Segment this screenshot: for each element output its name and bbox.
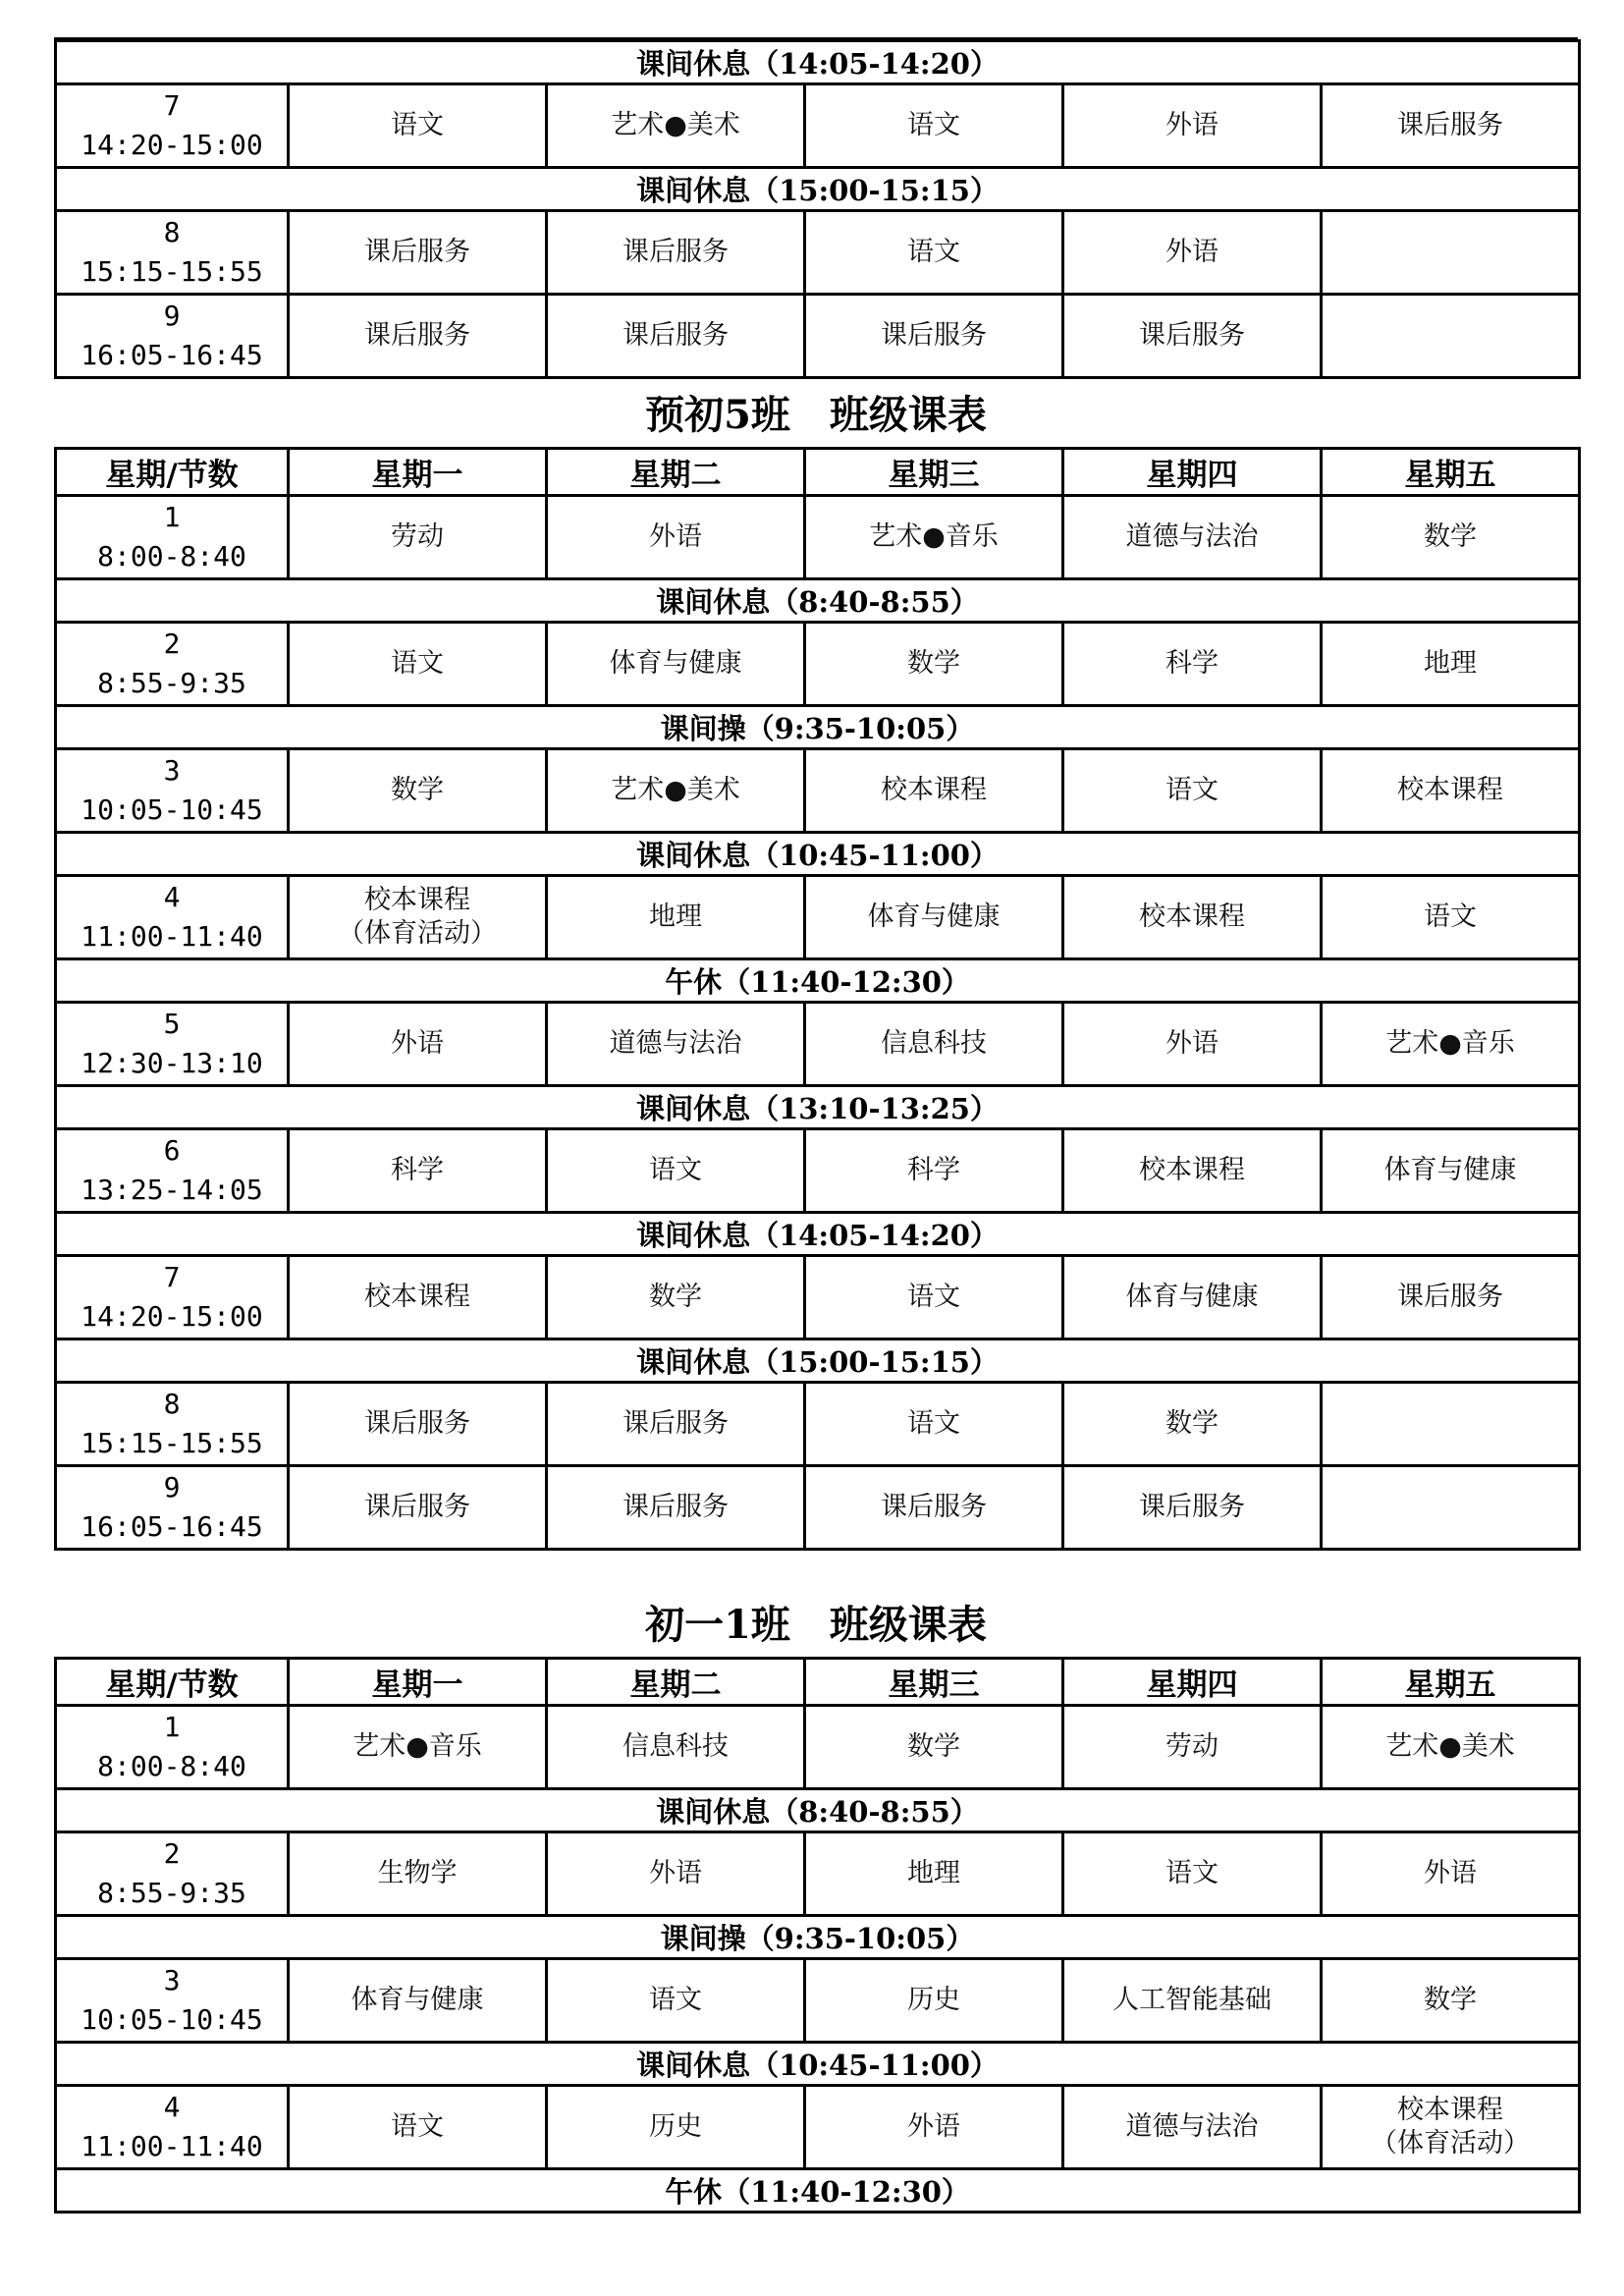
subject-cell: 校本课程 （体育活动） — [1322, 2086, 1580, 2169]
subject-cell — [1322, 295, 1580, 378]
subject-cell: 数学 — [1322, 496, 1580, 579]
subject-cell: 数学 — [805, 1706, 1063, 1789]
break-row — [56, 1789, 1580, 1832]
subject-cell: 课后服务 — [1322, 1256, 1580, 1339]
period-number: 4 — [163, 2091, 181, 2123]
class-period-row — [56, 623, 1580, 706]
period-time: 8:00-8:40 — [97, 540, 246, 573]
subject-cell — [1322, 1466, 1580, 1550]
period-number: 1 — [163, 1711, 181, 1743]
period-cell — [56, 749, 289, 833]
subject-cell: 语文 — [1063, 749, 1322, 833]
subject-cell: 科学 — [805, 1129, 1063, 1213]
subject-cell: 课后服务 — [289, 295, 547, 378]
period-time: 15:15-15:55 — [81, 1427, 263, 1459]
subject-cell: 课后服务 — [547, 211, 805, 295]
subject-cell: 生物学 — [289, 1832, 547, 1916]
header-day: 星期五 — [1322, 1659, 1580, 1706]
break-label: 课间休息（13:10-13:25） — [56, 1086, 1580, 1129]
subject-cell: 课后服务 — [547, 1466, 805, 1550]
subject-cell: 校本课程 — [289, 1256, 547, 1339]
header-day: 星期三 — [805, 449, 1063, 496]
subject-cell: 校本课程 — [1063, 876, 1322, 959]
subject-cell: 艺术●音乐 — [805, 496, 1063, 579]
timetable — [54, 39, 1581, 379]
subject-cell: 道德与法治 — [547, 1003, 805, 1086]
break-row — [56, 2043, 1580, 2086]
header-day: 星期五 — [1322, 449, 1580, 496]
break-row — [56, 1916, 1580, 1959]
period-cell — [56, 295, 289, 378]
subject-cell: 语文 — [1063, 1832, 1322, 1916]
period-number: 9 — [163, 1471, 181, 1503]
subject-cell: 艺术●美术 — [1322, 1706, 1580, 1789]
subject-cell: 课后服务 — [805, 1466, 1063, 1550]
class-period-row — [56, 1959, 1580, 2043]
break-row — [56, 1213, 1580, 1256]
subject-cell: 语文 — [547, 1129, 805, 1213]
header-day: 星期四 — [1063, 1659, 1322, 1706]
subject-cell: 科学 — [289, 1129, 547, 1213]
subject-cell: 地理 — [1322, 623, 1580, 706]
period-cell — [56, 1383, 289, 1466]
subject-cell: 课后服务 — [805, 295, 1063, 378]
subject-cell: 语文 — [1322, 876, 1580, 959]
break-label: 课间操（9:35-10:05） — [56, 706, 1580, 749]
class-period-row — [56, 2086, 1580, 2169]
break-label: 课间休息（10:45-11:00） — [56, 2043, 1580, 2086]
header-day: 星期二 — [547, 449, 805, 496]
break-row — [56, 1339, 1580, 1383]
subject-cell: 校本课程 — [805, 749, 1063, 833]
break-label: 课间休息（10:45-11:00） — [56, 833, 1580, 876]
subject-cell: 外语 — [547, 1832, 805, 1916]
period-time: 16:05-16:45 — [81, 1510, 263, 1543]
period-cell — [56, 1003, 289, 1086]
class-period-row — [56, 211, 1580, 295]
subject-cell: 课后服务 — [547, 295, 805, 378]
subject-cell: 校本课程 — [1063, 1129, 1322, 1213]
header-day: 星期四 — [1063, 449, 1322, 496]
subject-cell: 数学 — [1322, 1959, 1580, 2043]
subject-cell: 历史 — [547, 2086, 805, 2169]
period-time: 11:00-11:40 — [81, 2130, 263, 2162]
period-time: 8:55-9:35 — [97, 1877, 246, 1909]
class-period-row — [56, 1129, 1580, 1213]
period-number: 5 — [163, 1008, 181, 1040]
subject-cell: 语文 — [805, 1383, 1063, 1466]
subject-cell: 艺术●美术 — [547, 749, 805, 833]
break-label: 课间休息（15:00-15:15） — [56, 1339, 1580, 1383]
subject-cell: 数学 — [805, 623, 1063, 706]
period-number: 3 — [163, 1964, 181, 1996]
period-time: 14:20-15:00 — [81, 1300, 263, 1333]
class-period-row — [56, 1003, 1580, 1086]
subject-cell: 地理 — [547, 876, 805, 959]
subject-cell: 数学 — [289, 749, 547, 833]
subject-cell: 外语 — [805, 2086, 1063, 2169]
timetable-title: 初一1班 班级课表 — [645, 1602, 987, 1648]
class-period-row — [56, 1256, 1580, 1339]
subject-cell: 课后服务 — [289, 211, 547, 295]
period-time: 15:15-15:55 — [81, 255, 263, 288]
period-cell — [56, 211, 289, 295]
subject-cell: 课后服务 — [1063, 295, 1322, 378]
header-period-label: 星期/节数 — [56, 449, 289, 496]
period-cell — [56, 84, 289, 168]
header-row — [56, 1659, 1580, 1706]
subject-cell: 体育与健康 — [289, 1959, 547, 2043]
break-row — [56, 2169, 1580, 2213]
period-number: 3 — [163, 754, 181, 787]
break-row — [56, 579, 1580, 623]
period-cell — [56, 2086, 289, 2169]
subject-cell: 艺术●美术 — [547, 84, 805, 168]
subject-cell: 数学 — [547, 1256, 805, 1339]
class-period-row — [56, 84, 1580, 168]
subject-cell: 道德与法治 — [1063, 496, 1322, 579]
subject-cell: 外语 — [1063, 1003, 1322, 1086]
break-row — [56, 168, 1580, 211]
period-cell — [56, 1832, 289, 1916]
subject-cell: 校本课程 — [1322, 749, 1580, 833]
period-time: 11:00-11:40 — [81, 920, 263, 953]
header-day: 星期二 — [547, 1659, 805, 1706]
class-period-row — [56, 496, 1580, 579]
period-number: 7 — [163, 89, 181, 122]
subject-cell: 地理 — [805, 1832, 1063, 1916]
period-cell — [56, 496, 289, 579]
period-cell — [56, 623, 289, 706]
subject-cell: 人工智能基础 — [1063, 1959, 1322, 2043]
class-period-row — [56, 1706, 1580, 1789]
subject-cell: 体育与健康 — [547, 623, 805, 706]
header-day: 星期一 — [289, 1659, 547, 1706]
period-time: 13:25-14:05 — [81, 1174, 263, 1206]
period-number: 2 — [163, 1837, 181, 1870]
subject-cell: 课后服务 — [289, 1466, 547, 1550]
period-cell — [56, 1256, 289, 1339]
subject-cell: 数学 — [1063, 1383, 1322, 1466]
break-label: 课间休息（14:05-14:20） — [56, 1213, 1580, 1256]
subject-cell: 信息科技 — [805, 1003, 1063, 1086]
period-number: 2 — [163, 628, 181, 660]
break-row — [56, 1086, 1580, 1129]
period-number: 7 — [163, 1261, 181, 1293]
period-time: 10:05-10:45 — [81, 2003, 263, 2036]
class-period-row — [56, 1466, 1580, 1550]
class-period-row — [56, 295, 1580, 378]
subject-cell: 语文 — [805, 211, 1063, 295]
period-time: 8:55-9:35 — [97, 667, 246, 699]
class-period-row — [56, 749, 1580, 833]
period-time: 8:00-8:40 — [97, 1750, 246, 1782]
subject-cell: 体育与健康 — [1322, 1129, 1580, 1213]
break-label: 午休（11:40-12:30） — [56, 959, 1580, 1003]
break-label: 课间休息（8:40-8:55） — [56, 1789, 1580, 1832]
subject-cell: 课后服务 — [547, 1383, 805, 1466]
subject-cell: 道德与法治 — [1063, 2086, 1322, 2169]
break-label: 课间休息（15:00-15:15） — [56, 168, 1580, 211]
class-period-row — [56, 876, 1580, 959]
timetable — [54, 447, 1581, 1551]
subject-cell: 语文 — [289, 2086, 547, 2169]
header-day: 星期一 — [289, 449, 547, 496]
header-row — [56, 449, 1580, 496]
break-row — [56, 959, 1580, 1003]
period-number: 6 — [163, 1134, 181, 1167]
subject-cell: 语文 — [289, 623, 547, 706]
subject-cell — [1322, 211, 1580, 295]
header-day: 星期三 — [805, 1659, 1063, 1706]
subject-cell: 劳动 — [289, 496, 547, 579]
subject-cell: 外语 — [289, 1003, 547, 1086]
period-time: 14:20-15:00 — [81, 129, 263, 161]
subject-cell: 外语 — [1063, 84, 1322, 168]
subject-cell: 语文 — [547, 1959, 805, 2043]
break-row — [56, 41, 1580, 84]
class-period-row — [56, 1832, 1580, 1916]
subject-cell: 校本课程 （体育活动） — [289, 876, 547, 959]
subject-cell: 信息科技 — [547, 1706, 805, 1789]
period-number: 4 — [163, 881, 181, 913]
break-label: 课间休息（14:05-14:20） — [56, 41, 1580, 84]
period-number: 8 — [163, 1388, 181, 1420]
period-time: 16:05-16:45 — [81, 339, 263, 371]
break-row — [56, 833, 1580, 876]
subject-cell: 体育与健康 — [805, 876, 1063, 959]
period-cell — [56, 1129, 289, 1213]
period-number: 8 — [163, 216, 181, 248]
period-cell — [56, 1959, 289, 2043]
subject-cell: 外语 — [1322, 1832, 1580, 1916]
subject-cell: 科学 — [1063, 623, 1322, 706]
period-cell — [56, 1466, 289, 1550]
timetable — [54, 1657, 1581, 2214]
subject-cell — [1322, 1383, 1580, 1466]
period-cell — [56, 1706, 289, 1789]
subject-cell: 语文 — [805, 84, 1063, 168]
subject-cell: 体育与健康 — [1063, 1256, 1322, 1339]
class-period-row — [56, 1383, 1580, 1466]
subject-cell: 语文 — [805, 1256, 1063, 1339]
header-period-label: 星期/节数 — [56, 1659, 289, 1706]
subject-cell: 外语 — [1063, 211, 1322, 295]
subject-cell: 劳动 — [1063, 1706, 1322, 1789]
subject-cell: 课后服务 — [1063, 1466, 1322, 1550]
period-cell — [56, 876, 289, 959]
break-label: 午休（11:40-12:30） — [56, 2169, 1580, 2213]
subject-cell: 艺术●音乐 — [289, 1706, 547, 1789]
period-time: 12:30-13:10 — [81, 1047, 263, 1079]
subject-cell: 外语 — [547, 496, 805, 579]
subject-cell: 课后服务 — [1322, 84, 1580, 168]
period-time: 10:05-10:45 — [81, 793, 263, 826]
break-label: 课间操（9:35-10:05） — [56, 1916, 1580, 1959]
subject-cell: 艺术●音乐 — [1322, 1003, 1580, 1086]
period-number: 9 — [163, 300, 181, 332]
break-label: 课间休息（8:40-8:55） — [56, 579, 1580, 623]
timetable-title: 预初5班 班级课表 — [645, 392, 987, 438]
subject-cell: 课后服务 — [289, 1383, 547, 1466]
break-row — [56, 706, 1580, 749]
subject-cell: 语文 — [289, 84, 547, 168]
period-number: 1 — [163, 501, 181, 533]
subject-cell: 历史 — [805, 1959, 1063, 2043]
